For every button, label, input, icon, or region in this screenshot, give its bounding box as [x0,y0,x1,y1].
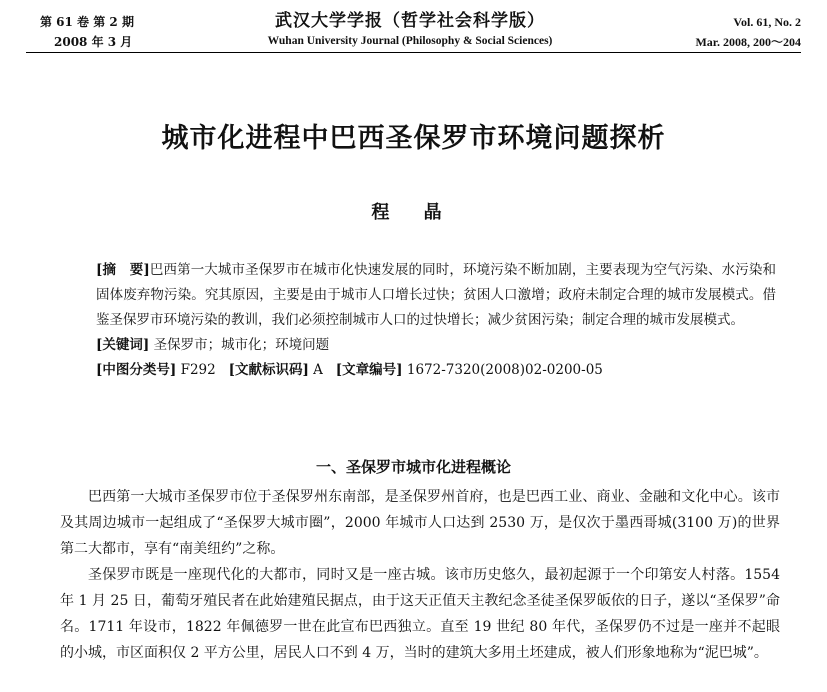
article-number-label: [文章编号] [335,362,403,378]
journal-header [0,8,827,52]
section-heading: 一、圣保罗市城市化进程概论 [315,458,511,476]
journal-title-cn: 武汉大学学报（哲学社会科学版） [275,11,545,31]
body-text [60,484,780,666]
header-left [40,12,134,52]
header-rule [26,52,801,53]
author-name: 程 晶 [371,202,456,223]
article-number-value: 1672-7320(2008)02-0200-05 [406,362,603,378]
header-center [200,10,620,50]
publication-date: 2008 年 3 月 [54,35,133,49]
doc-code-value: A [313,362,323,378]
classification-row [96,358,776,383]
abstract-block [96,258,776,383]
abstract [96,258,776,333]
clc-label: [中图分类号] [96,362,177,378]
journal-title-en: Wuhan University Journal (Philosophy & Social Sciences) [267,35,553,47]
clc-value: F292 [180,362,216,378]
header-right [695,12,801,52]
paragraph: 圣保罗市既是一座现代化的大都市，同时又是一座古城。该市历史悠久，最初起源于一个印第安人村落。1554 年 1 月 25 日，葡萄牙殖民者在此始建殖民据点，由于这天正值天主教纪念圣徒圣保罗皈依的日子，遂以“圣保罗”命名。1711 年设市，1822 年佩德罗一世在此宣布巴西独立。直至 19 世纪 80 年代，圣保罗仍不过是一座并不起眼的小城，市区面积仅 2 平方公里，居民人口不到 4 万，当时的建筑大多用土坯建成，被人们形象地称为“泥巴城”。 [60,567,780,661]
article-title: 城市化进程中巴西圣保罗市环境问题探析 [161,123,666,154]
keywords-row [96,333,776,358]
abstract-text: 巴西第一大城市圣保罗市在城市化快速发展的同时，环境污染不断加剧，主要表现为空气污染、水污染和固体废弃物污染。究其原因，主要是由于城市人口增长过快；贫困人口激增；政府未制定合理的城市发展模式。借鉴圣保罗市环境污染的教训，我们必须控制城市人口的过快增长；减少贫困污染；制定合理的城市发展模式。 [96,262,776,328]
volume-issue: 第 61 卷 第 2 期 [40,15,134,29]
paragraph: 巴西第一大城市圣保罗市位于圣保罗州东南部，是圣保罗州首府，也是巴西工业、商业、金融和文化中心。该市及其周边城市一起组成了“圣保罗大城市圈”，2000 年城市人口达到 2530 万，是仅次于墨西哥城(3100 万)的世界第二大都市，享有“南美纽约”之称。 [60,489,780,557]
keywords-label: [关键词] [96,337,150,353]
volume-en: Vol. 61, No. 2 [733,15,801,29]
keywords-text: 圣保罗市；城市化；环境问题 [153,337,330,353]
date-pages: Mar. 2008, 200～204 [695,35,801,49]
abstract-label: [摘 要] [96,262,150,278]
doc-code-label: [文献标识码] [228,362,309,378]
